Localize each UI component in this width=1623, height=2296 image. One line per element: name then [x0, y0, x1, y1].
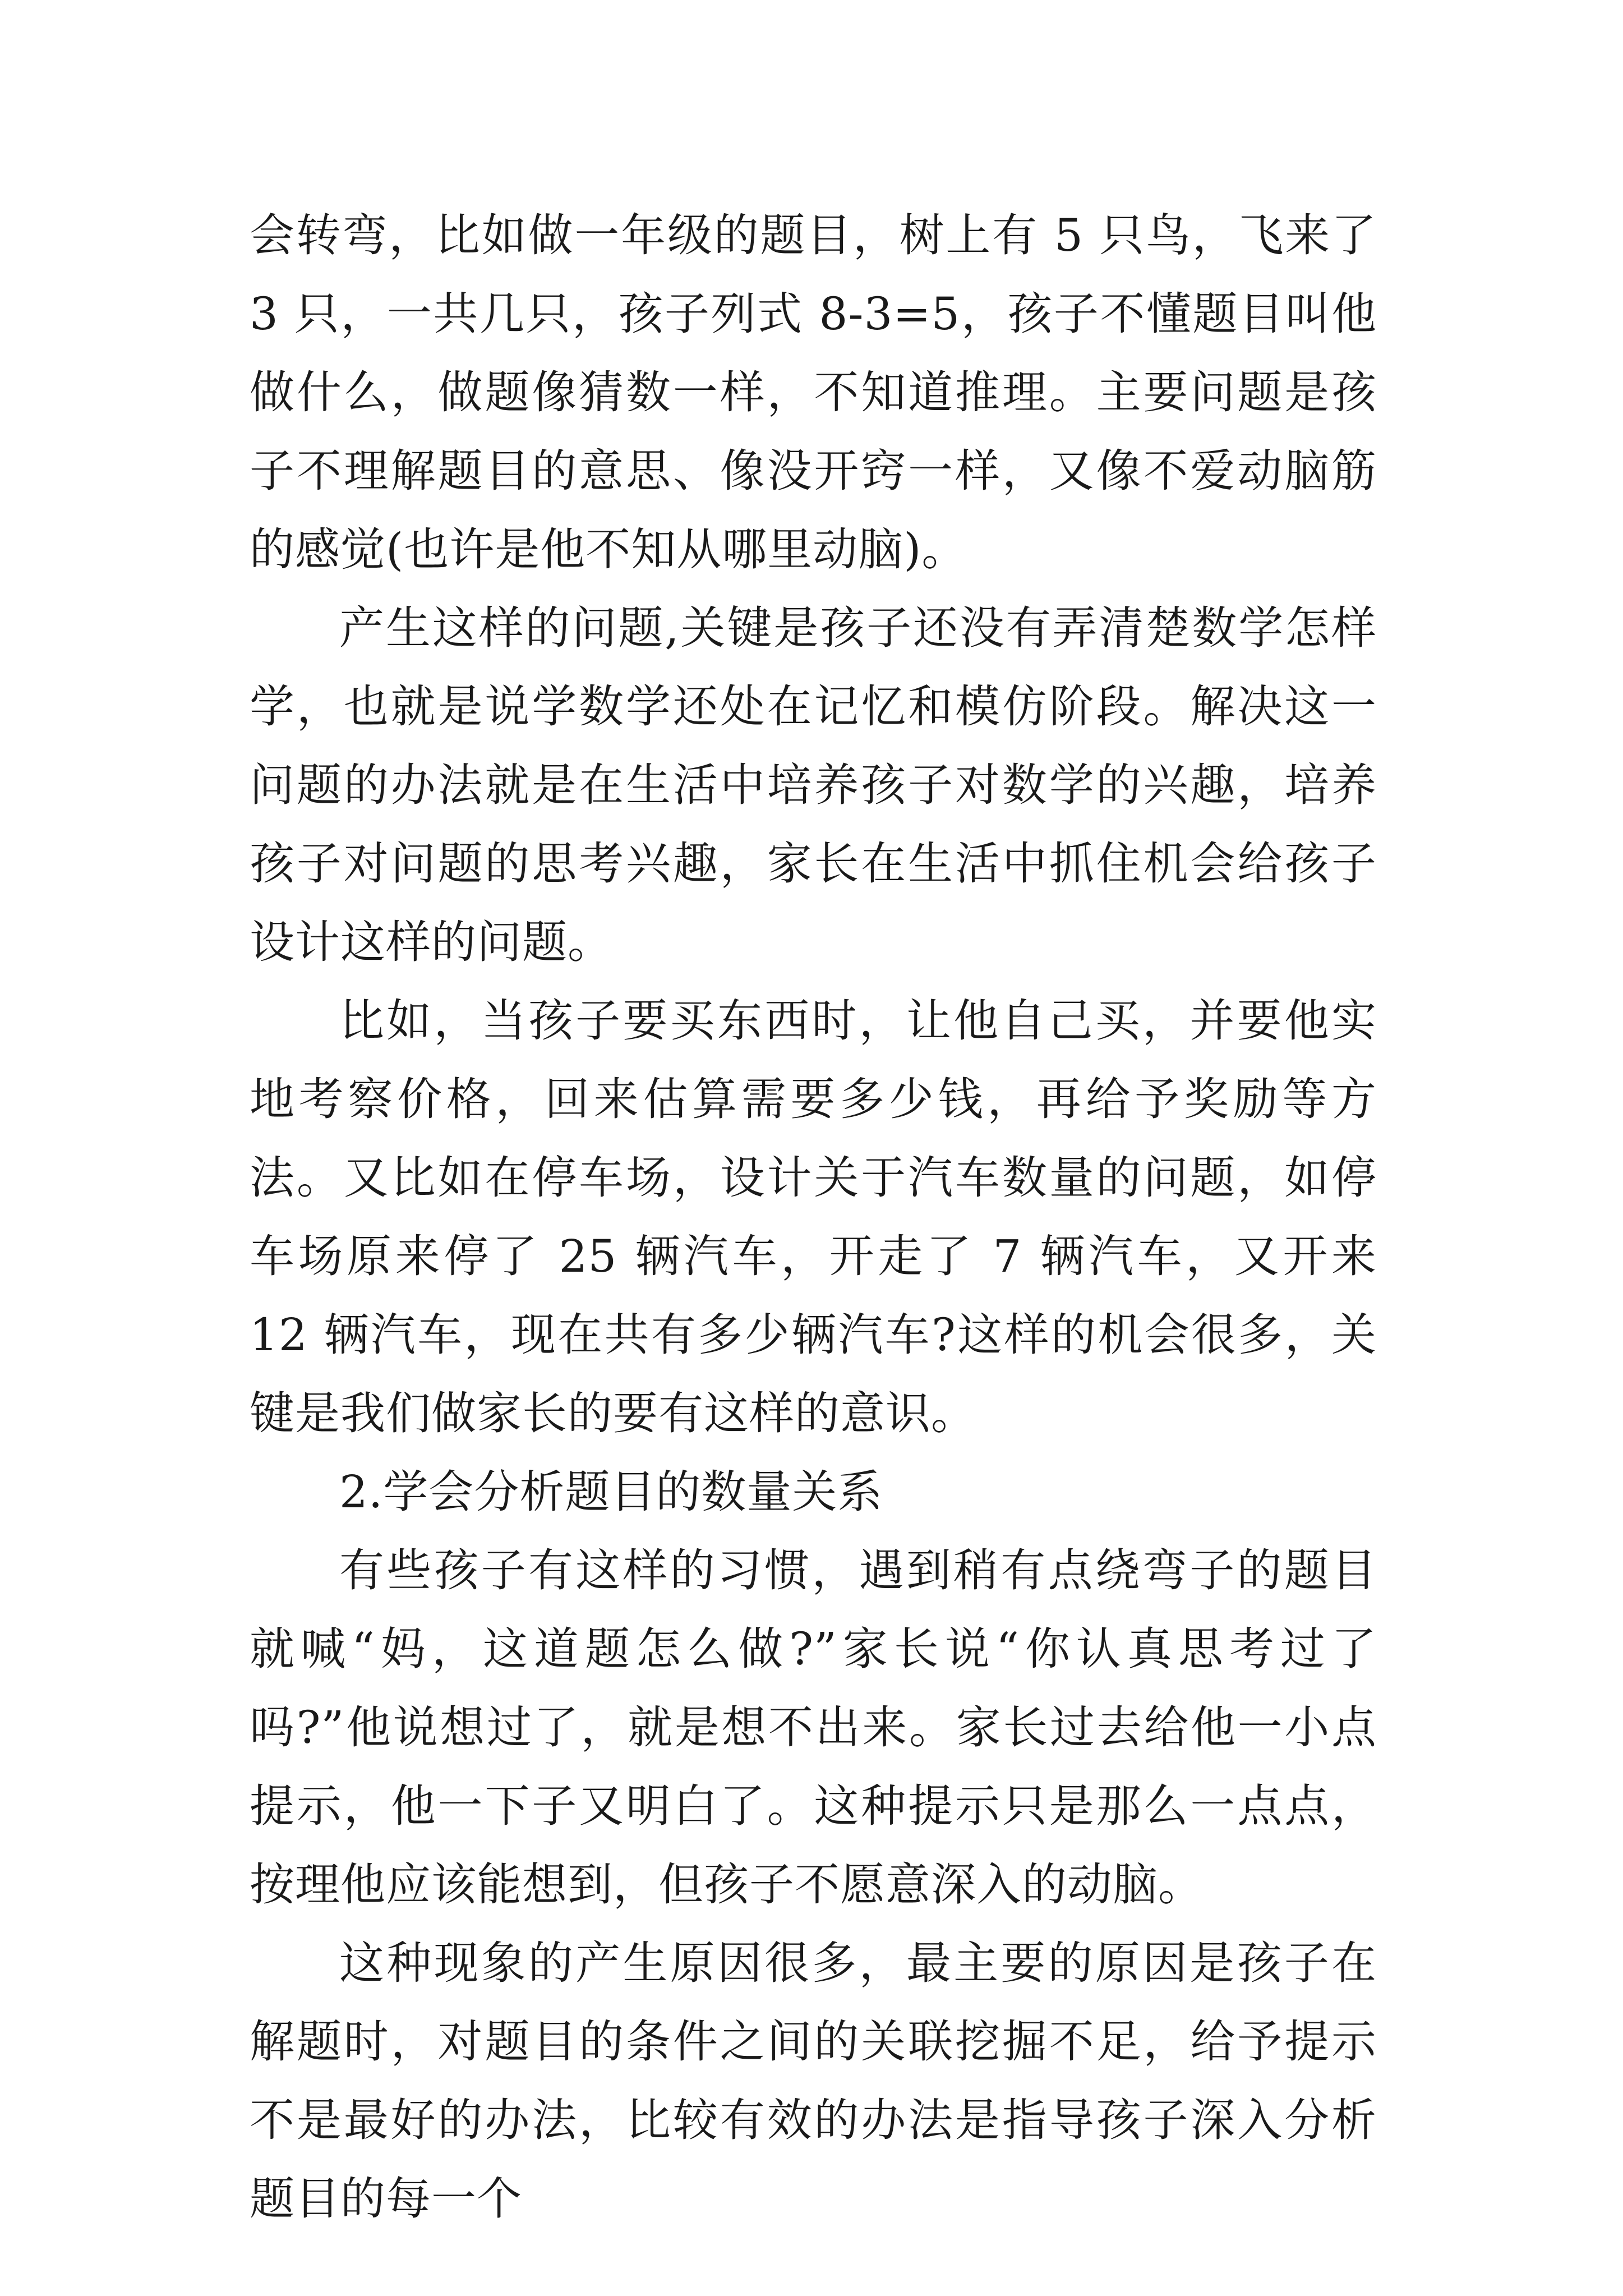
paragraph-continued: 会转弯，比如做一年级的题目，树上有 5 只鸟，飞来了 3 只，一共几只，孩子列式 8-3=5，孩子不懂题目叫他做什么，做题像猜数一样，不知道推理。主要问题是孩子不理解题目的意思、像没开窍一样，又像不爱动脑筋的感觉(也许是他不知从哪里动脑)。 — [250, 209, 1377, 576]
paragraph-example: 比如，当孩子要买东西时，让他自己买，并要他实地考察价格，回来估算需要多少钱，再给予奖励等方法。又比如在停车场，设计关于汽车数量的问题，如停车场原来停了 25 辆汽车，开走了 7 辆汽车，又开来 12 辆汽车，现在共有多少辆汽车?这样的机会很多，关键是我们做家长的要有这样的意识。 — [250, 995, 1377, 1439]
paragraph-habit: 有些孩子有这样的习惯，遇到稍有点绕弯子的题目就喊“妈，这道题怎么做?”家长说“你认真思考过了吗?”他说想过了，就是想不出来。家长过去给他一小点提示，他一下子又明白了。这种提示只是那么一点点，按理他应该能想到，但孩子不愿意深入的动脑。 — [250, 1544, 1377, 1911]
paragraph-problem-cause: 产生这样的问题,关键是孩子还没有弄清楚数学怎样学，也就是说学数学还处在记忆和模仿阶段。解决这一问题的办法就是在生活中培养孩子对数学的兴趣，培养孩子对问题的思考兴趣，家长在生活中抓住机会给孩子设计这样的问题。 — [250, 602, 1377, 968]
section-heading: 2.学会分析题目的数量关系 — [339, 1466, 883, 1518]
document-body — [250, 196, 1377, 2238]
paragraph-reason: 这种现象的产生原因很多，最主要的原因是孩子在解题时，对题目的条件之间的关联挖掘不足，给予提示不是最好的办法，比较有效的办法是指导孩子深入分析题目的每一个 — [250, 1937, 1377, 2225]
